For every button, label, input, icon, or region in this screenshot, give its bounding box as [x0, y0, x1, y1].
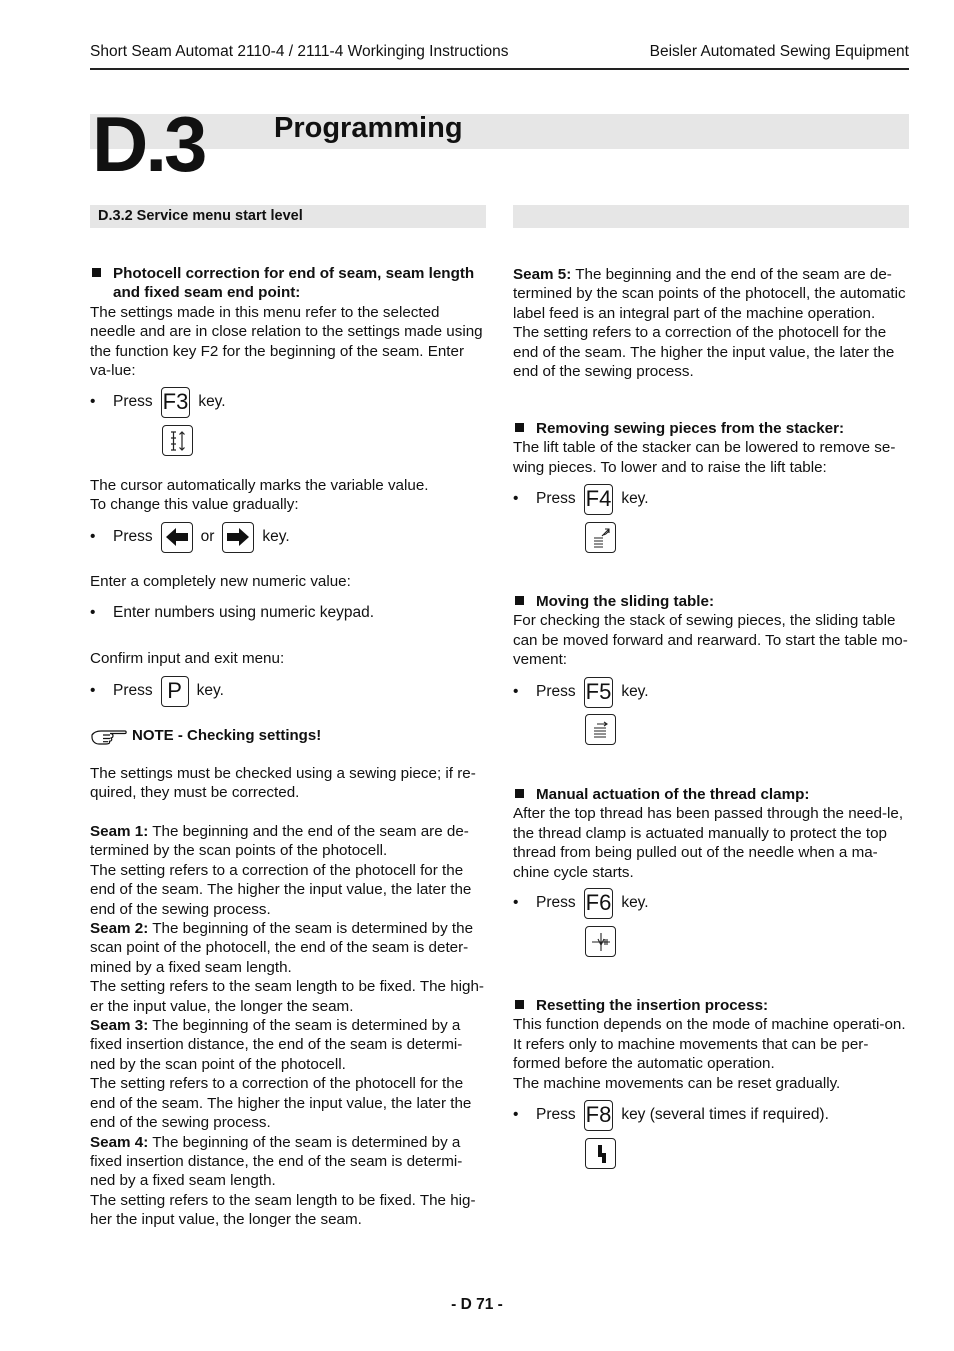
- square-bullet-icon: [515, 1000, 524, 1009]
- header-right: Beisler Automated Sewing Equipment: [649, 43, 909, 60]
- seam1-setting: The setting refers to a correction of the photocell for the end of the seam. The higher the input value, the later the end of the sewing process.: [90, 861, 472, 918]
- or-label: or: [200, 528, 215, 546]
- clamp-block: [513, 785, 909, 882]
- seam3-label: Seam 3:: [90, 1017, 149, 1035]
- header-rule: [90, 68, 909, 70]
- press-label: Press: [536, 490, 576, 508]
- seam5-setting: The setting refers to a correction of the photocell for the end of the seam. The higher the input value, the later the end of the sewing process.: [513, 324, 895, 381]
- key-label: key.: [262, 528, 290, 546]
- press-p-row: [90, 674, 224, 708]
- seam2-setting: The setting refers to the seam length to be fixed. The high-er the input value, the longer the seam.: [90, 978, 484, 1015]
- p-key[interactable]: P: [161, 676, 189, 707]
- press-label: Press: [113, 393, 153, 411]
- seam-length-icon: [162, 425, 193, 456]
- seam4-label: Seam 4:: [90, 1133, 149, 1151]
- arrow-right-icon: [225, 526, 251, 548]
- arrow-left-icon: [164, 526, 190, 548]
- square-bullet-icon: [92, 268, 101, 277]
- press-f8-row: [513, 1098, 829, 1132]
- note-heading: [90, 726, 321, 746]
- key-label: key.: [198, 393, 226, 411]
- stacker-text: The lift table of the stacker can be lowered to remove se-wing pieces. To lower and to raise the lift table:: [513, 439, 896, 476]
- reset-text-1: This function depends on the mode of machine operati-on. It refers only to machine movements that can be per-formed before the automatic operation.: [513, 1016, 906, 1073]
- press-label: Press: [536, 1106, 576, 1124]
- right-arrow-key[interactable]: [222, 522, 254, 553]
- square-bullet-icon: [515, 789, 524, 798]
- seam2-label: Seam 2:: [90, 920, 149, 938]
- pointing-hand-icon: [90, 726, 128, 746]
- seam5-label: Seam 5:: [513, 266, 572, 283]
- section-title: D.3.2 Service menu start level: [98, 208, 303, 224]
- chapter-band: [90, 114, 909, 149]
- f8-suffix: key (several times if required).: [621, 1106, 829, 1124]
- key-label: key.: [621, 490, 649, 508]
- bullet: •: [513, 894, 519, 912]
- press-label: Press: [113, 682, 153, 700]
- bullet: •: [513, 1106, 519, 1124]
- sliding-table-icon: [585, 714, 616, 745]
- press-label: Press: [113, 528, 153, 546]
- reset-process-icon: [585, 1138, 616, 1169]
- clamp-text: After the top thread has been passed through the need-le, the thread clamp is actuated manually to protect the top thread from being pulled out of the needle when a ma-chine cycle starts.: [513, 805, 904, 881]
- seam4-text: The beginning of the seam is determined by a fixed insertion distance, the end of the seam is determi-ned by a fixed seam length.: [90, 1133, 463, 1190]
- cursor-text-1: The cursor automatically marks the variable value.: [90, 477, 429, 494]
- square-bullet-icon: [515, 596, 524, 605]
- confirm-text: Confirm input and exit menu:: [90, 650, 285, 667]
- bullet: •: [90, 528, 96, 546]
- enter-new-text: Enter a completely new numeric value:: [90, 573, 351, 590]
- clamp-heading: Manual actuation of the thread clamp:: [513, 785, 909, 804]
- note-text: The settings must be checked using a sewing piece; if re-quired, they must be corrected.: [90, 765, 476, 802]
- press-f6-row: [513, 886, 649, 920]
- photocell-text: The settings made in this menu refer to the selected needle and are in close relation to the settings made using the function key F2 for the beginning of the seam. Enter va-lue:: [90, 303, 483, 380]
- header-left: Short Seam Automat 2110-4 / 2111-4 Workinging Instructions: [90, 43, 509, 60]
- photocell-heading: Photocell correction for end of seam, seam length and fixed seam end point:: [90, 264, 486, 303]
- left-arrow-key[interactable]: [161, 522, 193, 553]
- seam1-text: The beginning and the end of the seam are de-termined by the scan points of the photocell.: [90, 823, 469, 860]
- press-f3-row: [90, 385, 226, 419]
- seam5-block: [513, 265, 909, 381]
- cursor-text-2: To change this value gradually:: [90, 496, 299, 514]
- note-title: NOTE - Checking settings!: [132, 727, 322, 745]
- f6-key[interactable]: F6: [584, 888, 614, 919]
- photocell-block: [90, 264, 486, 380]
- press-f5-row: [513, 675, 649, 709]
- bullet: •: [90, 604, 96, 622]
- sliding-block: [513, 592, 909, 670]
- press-label: Press: [536, 683, 576, 701]
- key-label: key.: [621, 683, 649, 701]
- section-bar-right: [513, 205, 909, 228]
- f5-key[interactable]: F5: [584, 677, 614, 708]
- seam2-text: The beginning of the seam is determined by the scan point of the photocell, the end of the seam is deter-mined by a fixed seam length.: [90, 920, 474, 976]
- press-arrows-row: [90, 520, 290, 554]
- page-number: - D 71 -: [451, 1296, 503, 1313]
- reset-text-2: The machine movements can be reset gradually.: [513, 1074, 841, 1092]
- cursor-block: [90, 476, 486, 515]
- seam1-para: [90, 822, 486, 861]
- key-label: key.: [196, 682, 224, 700]
- reset-block: [513, 996, 909, 1093]
- sliding-heading: Moving the sliding table:: [513, 592, 909, 611]
- f4-key[interactable]: F4: [584, 484, 614, 515]
- press-f4-row: [513, 482, 649, 516]
- bullet: •: [90, 393, 96, 411]
- press-label: Press: [536, 894, 576, 912]
- stacker-heading: Removing sewing pieces from the stacker:: [513, 419, 909, 438]
- chapter-number: D.3: [92, 100, 205, 188]
- seam5-text: The beginning and the end of the seam are de-termined by the scan points of the photocell, the automatic label feed is an integral part of the machine operation.: [513, 266, 906, 322]
- seam2-para: [90, 919, 486, 977]
- seam4-para: [90, 1133, 486, 1191]
- key-label: key.: [621, 894, 649, 912]
- chapter-title: Programming: [274, 112, 463, 144]
- seam3-text: The beginning of the seam is determined by a fixed insertion distance, the end of the seam is determi-ned by the scan point of the photocell.: [90, 1017, 463, 1073]
- bullet: •: [513, 683, 519, 701]
- bullet: •: [513, 490, 519, 508]
- sliding-text: For checking the stack of sewing pieces, the sliding table can be moved forward and rearward. To start the table mo-vement:: [513, 612, 908, 669]
- enter-numbers-row: [90, 596, 374, 630]
- bullet: •: [90, 682, 96, 700]
- stacker-lower-icon: [585, 522, 616, 553]
- seam3-setting: The setting refers to a correction of the photocell for the end of the seam. The higher the input value, the later the end of the sewing process.: [90, 1075, 472, 1132]
- seams-block: [90, 822, 486, 1230]
- seam5-para: [513, 265, 909, 323]
- seam1-label: Seam 1:: [90, 823, 149, 840]
- stacker-block: [513, 419, 909, 477]
- thread-clamp-icon: [585, 926, 616, 957]
- enter-numbers-text: Enter numbers using numeric keypad.: [113, 604, 375, 622]
- f3-key[interactable]: F3: [161, 387, 191, 418]
- reset-heading: Resetting the insertion process:: [513, 996, 909, 1015]
- seam4-setting: The setting refers to the seam length to be fixed. The hig-her the input value, the longer the seam.: [90, 1191, 476, 1229]
- f8-key[interactable]: F8: [584, 1100, 614, 1131]
- seam3-para: [90, 1016, 486, 1074]
- square-bullet-icon: [515, 423, 524, 432]
